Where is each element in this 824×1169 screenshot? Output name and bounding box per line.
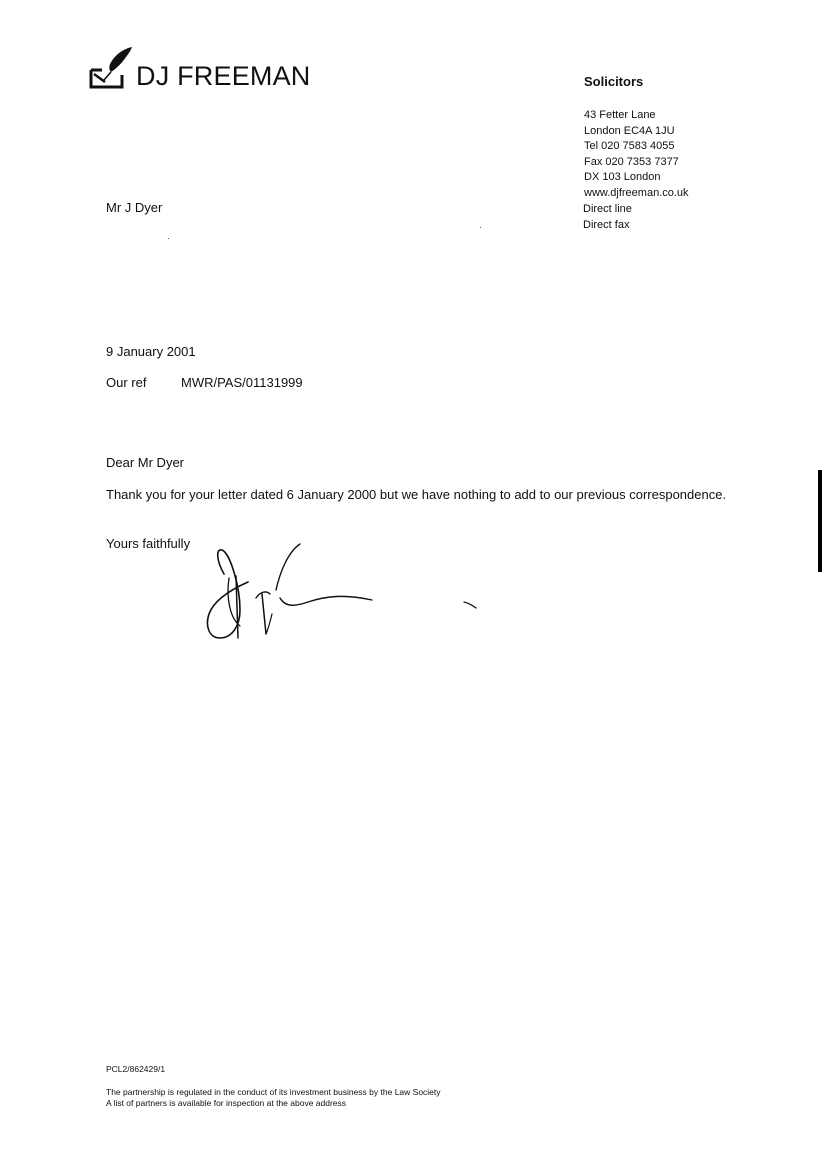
address-line: London EC4A 1JU (584, 124, 675, 137)
scan-speck (168, 238, 169, 239)
scan-edge-bar (818, 470, 822, 572)
footer-notice (106, 1087, 441, 1109)
firm-logo-text: DJ FREEMAN (136, 61, 311, 91)
footer-line: A list of partners is available for inspection at the above address (106, 1098, 347, 1108)
firm-type-heading: Solicitors (584, 74, 644, 89)
direct-contact (583, 201, 632, 233)
closing: Yours faithfully (106, 536, 191, 551)
quill-logo-icon (88, 44, 134, 90)
address-line: 43 Fetter Lane (584, 109, 656, 121)
salutation: Dear Mr Dyer (106, 455, 185, 470)
direct-line-label: Direct line (583, 203, 632, 215)
website-line: www.djfreeman.co.uk (584, 186, 689, 199)
phone-line: Tel 020 7583 4055 (584, 140, 675, 152)
fax-line: Fax 020 7353 7377 (584, 155, 679, 168)
document-code: PCL2/862429/1 (106, 1064, 166, 1074)
footer-line: The partnership is regulated in the conduct of its investment business by the Law Society (106, 1087, 441, 1097)
firm-address (584, 108, 689, 201)
reference-value: MWR/PAS/01131999 (181, 375, 303, 390)
scan-speck (480, 227, 481, 228)
reference-label: Our ref (106, 375, 147, 390)
handwritten-signature (196, 538, 496, 648)
dx-line: DX 103 London (584, 171, 661, 183)
recipient-name: Mr J Dyer (106, 200, 163, 215)
letter-body: Thank you for your letter dated 6 January 2000 but we have nothing to add to our previous correspondence. (106, 487, 727, 502)
direct-fax-label: Direct fax (583, 219, 630, 231)
letter-date: 9 January 2001 (106, 344, 196, 359)
